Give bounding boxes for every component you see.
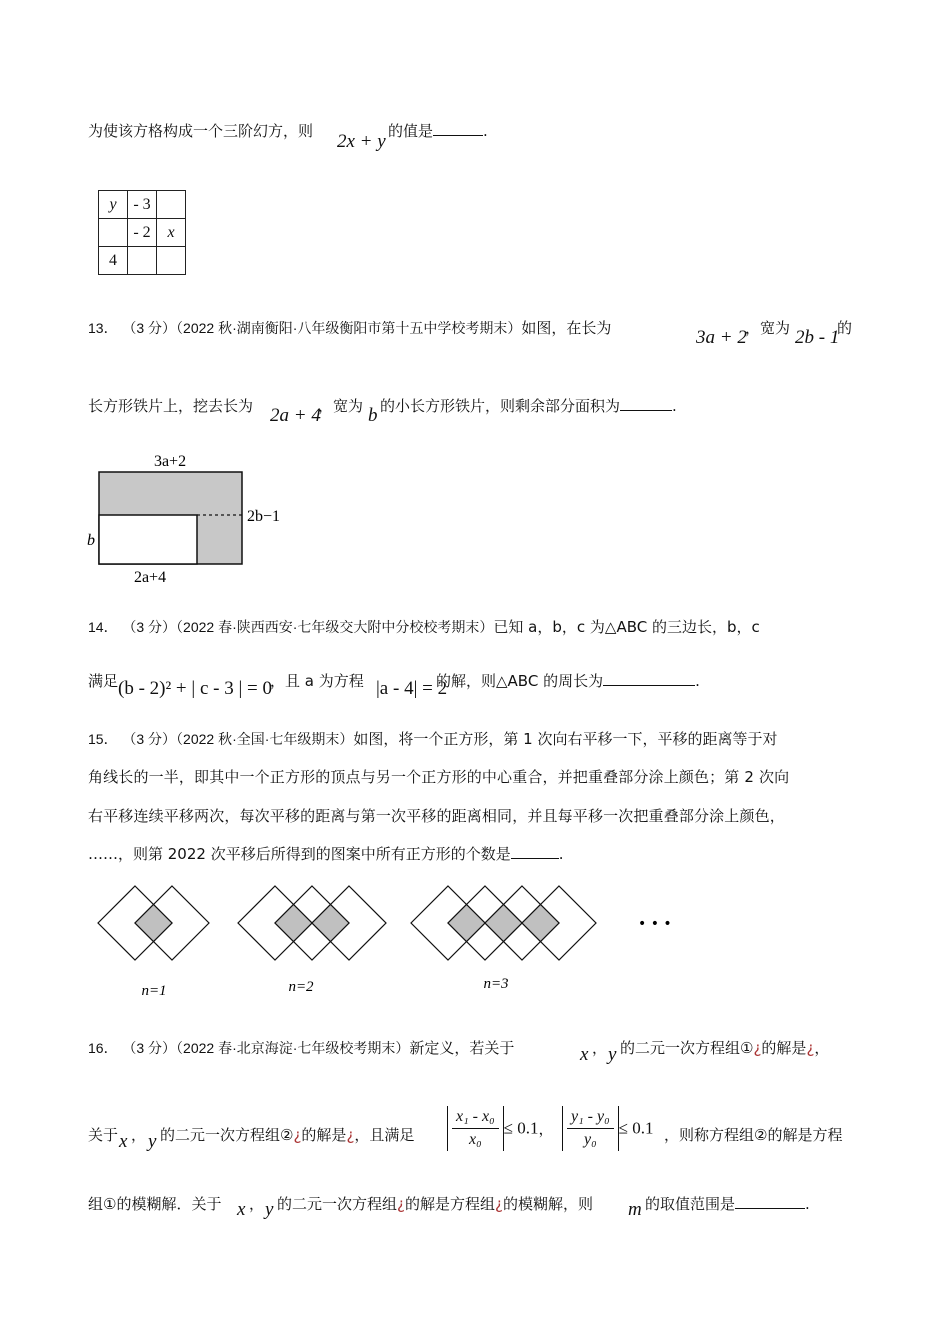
q15-text-3: 右平移连续平移两次，每次平移的距离与第一次平移的距离相同，并且每平移一次把重叠部分涂上颜色， — [88, 807, 785, 825]
q16-glyph: ¿ — [806, 1039, 815, 1057]
ms-cell — [99, 219, 128, 247]
fig-label-top: 3a+2 — [153, 453, 187, 470]
q13-line2-end — [380, 395, 677, 416]
q14-text-a: 已知 a，b，c 为△ABC 的三边长，b，c — [493, 618, 760, 636]
q16-glyph: ¿ — [397, 1195, 405, 1213]
q14-line2-b: ，且 a 为方程 — [270, 672, 364, 690]
q13-score: （3 分） — [122, 320, 177, 336]
q16-glyph: ¿ — [495, 1195, 503, 1213]
q16-line3-e: 的取值范围是 — [645, 1195, 736, 1213]
ms-cell — [157, 247, 186, 275]
frac-top: x₁ - x₀ — [452, 1108, 499, 1129]
label-n3: n=3 — [483, 976, 509, 992]
q15-line4 — [88, 843, 564, 864]
answer-blank-16[interactable] — [735, 1194, 805, 1209]
intro-line-end — [388, 120, 488, 141]
q16-line2-d: ，且满足 — [354, 1126, 415, 1144]
answer-blank-14[interactable] — [603, 671, 695, 686]
q16-sep: ， — [592, 1039, 608, 1057]
q14-score: （3 分） — [122, 619, 177, 635]
q16-number: 16． — [88, 1040, 118, 1056]
q14-equation: (b - 2)² + | c - 3 | = 0 — [118, 678, 272, 699]
q14-equation-2: |a - 4| = 2 — [376, 678, 448, 699]
q15-number: 15． — [88, 731, 118, 747]
intro-expression: 2x + y — [337, 131, 386, 152]
q16-var-x: x — [119, 1131, 128, 1152]
q16-period: . — [805, 1195, 810, 1213]
ms-cell: y — [99, 191, 128, 219]
q13-line1 — [88, 317, 611, 338]
q16-var-y: y — [148, 1131, 157, 1152]
q16-line3-d: 的模糊解，则 — [502, 1195, 593, 1213]
overlap-shaded — [275, 905, 312, 942]
q16-var-y: y — [608, 1044, 617, 1065]
q16-glyph: ¿ — [753, 1039, 762, 1057]
ms-cell — [157, 191, 186, 219]
label-n2: n=2 — [288, 979, 314, 995]
q15-score: （3 分） — [122, 731, 177, 747]
q16-abs-frac-1 — [447, 1106, 554, 1151]
q14-line2-end — [436, 670, 700, 691]
fig-label-left: b — [87, 532, 95, 549]
q16-sep: ， — [131, 1126, 147, 1144]
q16-sep: ， — [249, 1195, 265, 1213]
q16-sep: ， — [538, 1120, 554, 1138]
q16-glyph: ¿ — [293, 1126, 302, 1144]
ms-cell: 4 — [99, 247, 128, 275]
overlap-shaded — [485, 905, 522, 942]
q16-leq-2: ≤ 0.1 — [618, 1118, 654, 1138]
q13-period: . — [672, 397, 677, 415]
q13-cut-width: b — [368, 405, 378, 426]
q16-line1-end — [620, 1037, 829, 1058]
answer-blank-12[interactable] — [433, 121, 483, 136]
cut-rectangle — [99, 515, 197, 564]
ms-cell: - 3 — [128, 191, 157, 219]
q15-period: . — [558, 845, 564, 863]
q16-line3-end — [645, 1193, 810, 1214]
q16-text-c: 的解是 — [761, 1039, 807, 1057]
q16-abs-frac-2 — [562, 1106, 654, 1151]
intro-text: 为使该方格构成一个三阶幻方，则 — [88, 122, 314, 140]
q16-var-x: x — [237, 1199, 246, 1220]
q16-line2-b: 的二元一次方程组② — [160, 1126, 294, 1144]
q14-line1 — [88, 616, 760, 637]
magic-square — [98, 190, 186, 275]
q15-text-4: ……，则第 2022 次平移后所得到的图案中所有正方形的个数是 — [88, 845, 511, 863]
q16-line1 — [88, 1037, 514, 1058]
q15-text-2: 角线长的一半，即其中一个正方形的顶点与另一个正方形的中心重合，并把重叠部分涂上颜色；第 2 次向 — [88, 768, 790, 786]
q16-glyph: ¿ — [346, 1126, 355, 1144]
q16-line2-e: ，则称方程组②的解是方程 — [664, 1126, 843, 1144]
q15-squares-figure — [90, 878, 700, 1003]
answer-blank-15[interactable] — [511, 844, 559, 859]
q13-text-c: 的 — [837, 319, 853, 337]
q16-var-x: x — [580, 1044, 589, 1065]
q16-line2-c: 的解是 — [301, 1126, 347, 1144]
q13-cut-length: 2a + 4 — [270, 405, 321, 426]
overlap-shaded — [135, 905, 172, 942]
label-n1: n=1 — [141, 983, 167, 999]
intro-text-b: 的值是 — [388, 122, 434, 140]
q16-score: （3 分） — [122, 1040, 177, 1056]
q13-length: 3a + 2 — [696, 327, 747, 348]
q13-rectangle-figure — [84, 448, 304, 588]
q16-frac-2 — [562, 1106, 619, 1151]
fig-label-right: 2b−1 — [247, 508, 281, 525]
q13-number: 13． — [88, 320, 118, 336]
q13-text-a: 如图，在长为 — [521, 319, 612, 337]
q13-line2-c: 的小长方形铁片，则剩余部分面积为 — [380, 397, 621, 415]
ms-cell — [128, 247, 157, 275]
q16-var-m: m — [628, 1199, 642, 1220]
q13-width: 2b - 1 — [795, 327, 840, 348]
q16-frac-1 — [447, 1106, 504, 1151]
q16-comma: ， — [814, 1039, 830, 1057]
q16-line3-c: 的解是方程组 — [404, 1195, 495, 1213]
q16-line3-a: 组①的模糊解．关于 — [88, 1195, 222, 1213]
overlap-shaded — [522, 905, 559, 942]
overlap-shaded — [312, 905, 349, 942]
ms-cell: - 2 — [128, 219, 157, 247]
q16-line2-a: 关于 — [88, 1126, 119, 1144]
q13-line2-a: 长方形铁片上，挖去长为 — [88, 397, 254, 415]
answer-blank-13[interactable] — [620, 396, 672, 411]
frac-bottom: x₀ — [468, 1131, 482, 1148]
fig-label-bottom: 2a+4 — [133, 569, 167, 586]
q15-text-1: 如图，将一个正方形，第 1 次向右平移一下，平移的距离等于对 — [353, 730, 778, 748]
frac-top: y₁ - y₀ — [567, 1108, 614, 1129]
frac-bottom: y₀ — [583, 1131, 597, 1148]
q13-source: （2022 秋·湖南衡阳·八年级衡阳市第十五中学校考期末） — [176, 320, 522, 336]
q14-source: （2022 春·陕西西安·七年级交大附中分校校考期末） — [176, 619, 494, 635]
q13-line2-b: ，宽为 — [318, 397, 364, 415]
q16-leq-1: ≤ 0.1 — [503, 1118, 539, 1138]
q14-line2-a: 满足 — [88, 672, 119, 690]
ellipsis-dots: • • • — [638, 916, 672, 932]
q14-number: 14． — [88, 619, 118, 635]
q16-line3-mid — [277, 1193, 593, 1214]
q14-line2-c: 的解，则△ABC 的周长为 — [436, 672, 604, 690]
q13-text-b: ，宽为 — [745, 319, 791, 337]
overlap-shaded — [448, 905, 485, 942]
q16-text-b: 的二元一次方程组① — [620, 1039, 754, 1057]
intro-line — [88, 120, 313, 141]
q15-line1 — [88, 728, 778, 749]
q14-period: . — [695, 672, 700, 690]
ms-cell: x — [157, 219, 186, 247]
intro-period: . — [483, 122, 488, 140]
q16-line2-mid — [160, 1124, 414, 1145]
q16-text-a: 新定义，若关于 — [409, 1039, 515, 1057]
q16-line3-b: 的二元一次方程组 — [277, 1195, 398, 1213]
q16-var-y: y — [265, 1199, 274, 1220]
q15-source: （2022 秋·全国·七年级期末） — [176, 731, 354, 747]
q16-source: （2022 春·北京海淀·七年级校考期末） — [176, 1040, 410, 1056]
